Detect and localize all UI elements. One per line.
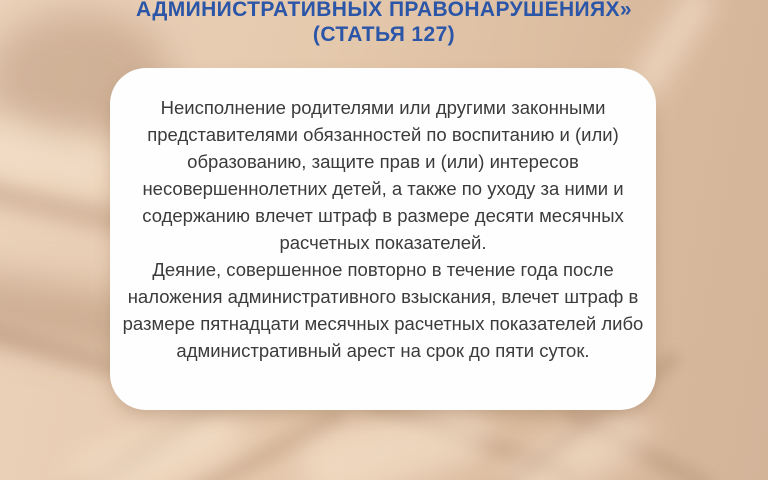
page-title	[0, 0, 768, 47]
page-title-line1: АДМИНИСТРАТИВНЫХ ПРАВОНАРУШЕНИЯХ»	[135, 0, 633, 21]
article-paragraph-1: Неисполнение родителями или другими законными представителями обязанностей по воспитанию и (или) образованию, защите прав и (или) интересов несовершеннолетних детей, а также по уходу за ними и содержанию влечет штраф в размере десяти месячных расчетных показателей.	[142, 97, 624, 253]
page-title-line2: (СТАТЬЯ 127)	[312, 23, 456, 46]
article-card	[110, 68, 656, 410]
article-paragraph-2: Деяние, совершенное повторно в течение года после наложения административного взыскания, влечет штраф в размере пятнадцати месячных расчетных показателей либо административный арест на срок до пяти суток.	[122, 259, 644, 361]
